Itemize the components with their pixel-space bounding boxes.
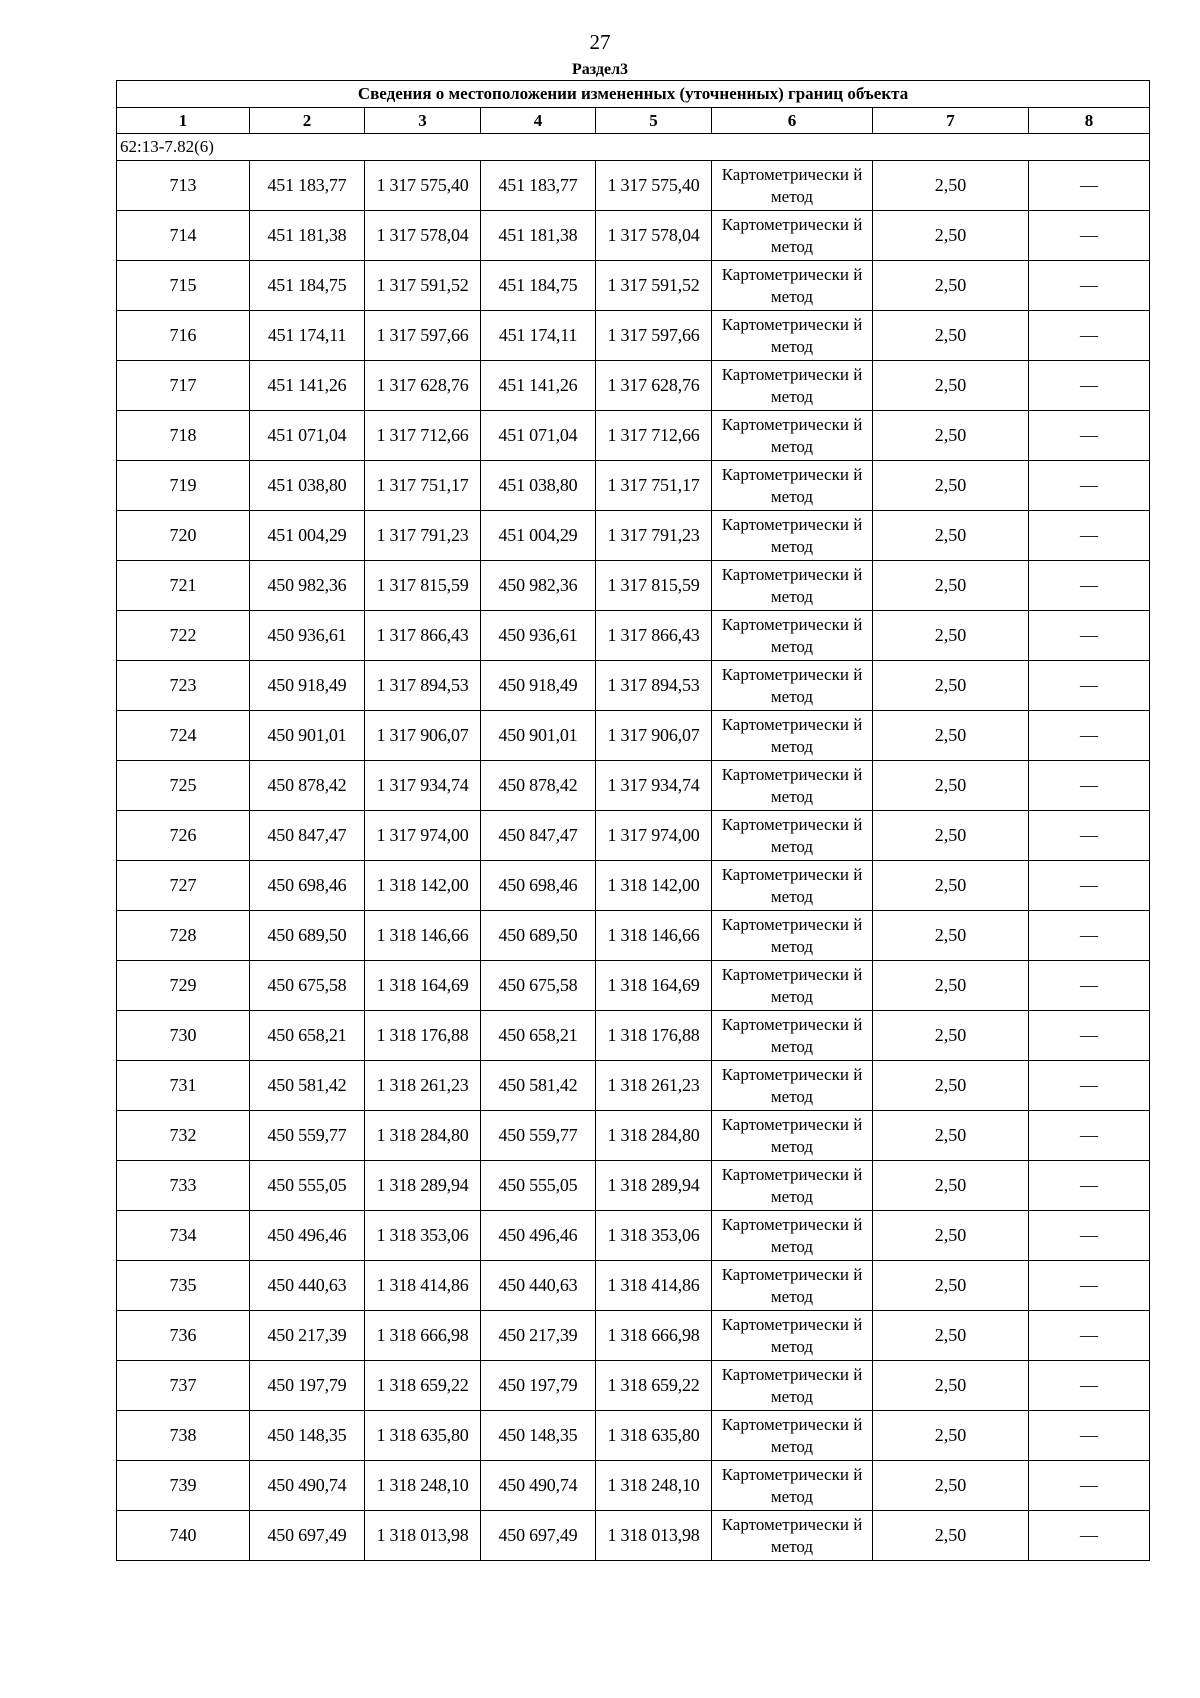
- method-cell: Картометрически й метод: [712, 1061, 873, 1111]
- accuracy-cell: 2,50: [873, 711, 1029, 761]
- table-row: [117, 611, 1150, 661]
- point-number-cell: 724: [117, 711, 250, 761]
- accuracy-cell: 2,50: [873, 561, 1029, 611]
- x-new-cell: 451 141,26: [481, 361, 596, 411]
- accuracy-cell: 2,50: [873, 1211, 1029, 1261]
- y-old-cell: 1 318 635,80: [365, 1411, 481, 1461]
- note-cell: —: [1029, 511, 1150, 561]
- point-number-cell: 717: [117, 361, 250, 411]
- table-row: [117, 1261, 1150, 1311]
- x-new-cell: 450 936,61: [481, 611, 596, 661]
- y-new-cell: 1 318 659,22: [596, 1361, 712, 1411]
- y-new-cell: 1 318 013,98: [596, 1511, 712, 1561]
- point-number-cell: 727: [117, 861, 250, 911]
- y-new-cell: 1 317 575,40: [596, 161, 712, 211]
- table-caption-row: [117, 81, 1150, 108]
- accuracy-cell: 2,50: [873, 1011, 1029, 1061]
- y-new-cell: 1 317 866,43: [596, 611, 712, 661]
- y-new-cell: 1 317 591,52: [596, 261, 712, 311]
- table-row: [117, 661, 1150, 711]
- y-old-cell: 1 318 289,94: [365, 1161, 481, 1211]
- table-row: [117, 361, 1150, 411]
- method-cell: Картометрически й метод: [712, 761, 873, 811]
- x-new-cell: 450 878,42: [481, 761, 596, 811]
- x-new-cell: 450 148,35: [481, 1411, 596, 1461]
- table-row: [117, 1011, 1150, 1061]
- accuracy-cell: 2,50: [873, 211, 1029, 261]
- x-old-cell: 450 148,35: [250, 1411, 365, 1461]
- note-cell: —: [1029, 1111, 1150, 1161]
- point-number-cell: 728: [117, 911, 250, 961]
- x-new-cell: 451 038,80: [481, 461, 596, 511]
- point-number-cell: 737: [117, 1361, 250, 1411]
- y-old-cell: 1 317 751,17: [365, 461, 481, 511]
- accuracy-cell: 2,50: [873, 1061, 1029, 1111]
- y-new-cell: 1 317 934,74: [596, 761, 712, 811]
- note-cell: —: [1029, 1511, 1150, 1561]
- point-number-cell: 739: [117, 1461, 250, 1511]
- y-new-cell: 1 317 906,07: [596, 711, 712, 761]
- table-row: [117, 1311, 1150, 1361]
- method-cell: Картометрически й метод: [712, 1361, 873, 1411]
- accuracy-cell: 2,50: [873, 611, 1029, 661]
- table-row: [117, 311, 1150, 361]
- accuracy-cell: 2,50: [873, 261, 1029, 311]
- accuracy-cell: 2,50: [873, 461, 1029, 511]
- note-cell: —: [1029, 561, 1150, 611]
- point-number-cell: 729: [117, 961, 250, 1011]
- x-old-cell: 450 698,46: [250, 861, 365, 911]
- x-old-cell: 451 141,26: [250, 361, 365, 411]
- y-old-cell: 1 317 906,07: [365, 711, 481, 761]
- y-old-cell: 1 317 866,43: [365, 611, 481, 661]
- method-cell: Картометрически й метод: [712, 1311, 873, 1361]
- table-row: [117, 511, 1150, 561]
- accuracy-cell: 2,50: [873, 911, 1029, 961]
- x-new-cell: 450 490,74: [481, 1461, 596, 1511]
- accuracy-cell: 2,50: [873, 1111, 1029, 1161]
- x-old-cell: 450 658,21: [250, 1011, 365, 1061]
- accuracy-cell: 2,50: [873, 161, 1029, 211]
- y-new-cell: 1 318 146,66: [596, 911, 712, 961]
- x-new-cell: 450 217,39: [481, 1311, 596, 1361]
- y-new-cell: 1 317 578,04: [596, 211, 712, 261]
- note-cell: —: [1029, 811, 1150, 861]
- column-header: 5: [596, 108, 712, 134]
- table-row: [117, 461, 1150, 511]
- x-old-cell: 450 490,74: [250, 1461, 365, 1511]
- point-number-cell: 722: [117, 611, 250, 661]
- y-old-cell: 1 317 712,66: [365, 411, 481, 461]
- y-new-cell: 1 317 894,53: [596, 661, 712, 711]
- table-row: [117, 1061, 1150, 1111]
- y-old-cell: 1 318 666,98: [365, 1311, 481, 1361]
- method-cell: Картометрически й метод: [712, 561, 873, 611]
- table-row: [117, 711, 1150, 761]
- accuracy-cell: 2,50: [873, 1161, 1029, 1211]
- table-row: [117, 161, 1150, 211]
- x-old-cell: 451 183,77: [250, 161, 365, 211]
- point-number-cell: 715: [117, 261, 250, 311]
- column-header: 3: [365, 108, 481, 134]
- column-header: 2: [250, 108, 365, 134]
- note-cell: —: [1029, 711, 1150, 761]
- note-cell: —: [1029, 1011, 1150, 1061]
- method-cell: Картометрически й метод: [712, 1111, 873, 1161]
- point-number-cell: 719: [117, 461, 250, 511]
- y-old-cell: 1 318 146,66: [365, 911, 481, 961]
- y-new-cell: 1 317 712,66: [596, 411, 712, 461]
- note-cell: —: [1029, 961, 1150, 1011]
- y-old-cell: 1 318 659,22: [365, 1361, 481, 1411]
- table-row: [117, 1211, 1150, 1261]
- x-old-cell: 451 184,75: [250, 261, 365, 311]
- point-number-cell: 726: [117, 811, 250, 861]
- y-new-cell: 1 317 974,00: [596, 811, 712, 861]
- table-row: [117, 1111, 1150, 1161]
- x-old-cell: 450 197,79: [250, 1361, 365, 1411]
- method-cell: Картометрически й метод: [712, 411, 873, 461]
- method-cell: Картометрически й метод: [712, 461, 873, 511]
- y-new-cell: 1 318 142,00: [596, 861, 712, 911]
- note-cell: —: [1029, 461, 1150, 511]
- y-old-cell: 1 318 248,10: [365, 1461, 481, 1511]
- note-cell: —: [1029, 1161, 1150, 1211]
- accuracy-cell: 2,50: [873, 1261, 1029, 1311]
- page-number: 27: [589, 30, 611, 54]
- y-new-cell: 1 318 248,10: [596, 1461, 712, 1511]
- method-cell: Картометрически й метод: [712, 211, 873, 261]
- accuracy-cell: 2,50: [873, 511, 1029, 561]
- y-old-cell: 1 318 414,86: [365, 1261, 481, 1311]
- group-label: 62:13-7.82(6): [117, 134, 1150, 161]
- note-cell: —: [1029, 161, 1150, 211]
- note-cell: —: [1029, 411, 1150, 461]
- y-old-cell: 1 317 628,76: [365, 361, 481, 411]
- method-cell: Картометрически й метод: [712, 961, 873, 1011]
- method-cell: Картометрически й метод: [712, 1211, 873, 1261]
- x-new-cell: 451 004,29: [481, 511, 596, 561]
- y-new-cell: 1 318 414,86: [596, 1261, 712, 1311]
- x-new-cell: 451 181,38: [481, 211, 596, 261]
- x-new-cell: 450 697,49: [481, 1511, 596, 1561]
- y-old-cell: 1 317 597,66: [365, 311, 481, 361]
- note-cell: —: [1029, 1061, 1150, 1111]
- method-cell: Картометрически й метод: [712, 1161, 873, 1211]
- y-new-cell: 1 318 635,80: [596, 1411, 712, 1461]
- point-number-cell: 716: [117, 311, 250, 361]
- note-cell: —: [1029, 261, 1150, 311]
- boundary-table: [116, 80, 1150, 1561]
- point-number-cell: 714: [117, 211, 250, 261]
- point-number-cell: 740: [117, 1511, 250, 1561]
- table-row: [117, 761, 1150, 811]
- x-old-cell: 450 555,05: [250, 1161, 365, 1211]
- method-cell: Картометрически й метод: [712, 1261, 873, 1311]
- method-cell: Картометрически й метод: [712, 1411, 873, 1461]
- accuracy-cell: 2,50: [873, 861, 1029, 911]
- x-new-cell: 450 689,50: [481, 911, 596, 961]
- x-new-cell: 450 658,21: [481, 1011, 596, 1061]
- point-number-cell: 735: [117, 1261, 250, 1311]
- note-cell: —: [1029, 861, 1150, 911]
- x-old-cell: 450 440,63: [250, 1261, 365, 1311]
- method-cell: Картометрически й метод: [712, 661, 873, 711]
- note-cell: —: [1029, 761, 1150, 811]
- method-cell: Картометрически й метод: [712, 1461, 873, 1511]
- x-old-cell: 451 174,11: [250, 311, 365, 361]
- note-cell: —: [1029, 311, 1150, 361]
- point-number-cell: 738: [117, 1411, 250, 1461]
- note-cell: —: [1029, 661, 1150, 711]
- column-header: 6: [712, 108, 873, 134]
- y-old-cell: 1 317 894,53: [365, 661, 481, 711]
- x-old-cell: 450 689,50: [250, 911, 365, 961]
- table-caption: Сведения о местоположении измененных (уточненных) границ объекта: [117, 81, 1150, 108]
- note-cell: —: [1029, 1361, 1150, 1411]
- accuracy-cell: 2,50: [873, 311, 1029, 361]
- accuracy-cell: 2,50: [873, 1461, 1029, 1511]
- table-body: [117, 134, 1150, 1561]
- x-old-cell: 450 918,49: [250, 661, 365, 711]
- x-old-cell: 451 004,29: [250, 511, 365, 561]
- x-old-cell: 450 581,42: [250, 1061, 365, 1111]
- x-new-cell: 451 183,77: [481, 161, 596, 211]
- table-row: [117, 411, 1150, 461]
- x-new-cell: 450 698,46: [481, 861, 596, 911]
- x-old-cell: 450 936,61: [250, 611, 365, 661]
- accuracy-cell: 2,50: [873, 961, 1029, 1011]
- y-old-cell: 1 317 934,74: [365, 761, 481, 811]
- note-cell: —: [1029, 1311, 1150, 1361]
- y-new-cell: 1 318 666,98: [596, 1311, 712, 1361]
- point-number-cell: 731: [117, 1061, 250, 1111]
- column-header: 8: [1029, 108, 1150, 134]
- point-number-cell: 725: [117, 761, 250, 811]
- note-cell: —: [1029, 1261, 1150, 1311]
- method-cell: Картометрически й метод: [712, 811, 873, 861]
- method-cell: Картометрически й метод: [712, 1011, 873, 1061]
- x-new-cell: 451 184,75: [481, 261, 596, 311]
- x-new-cell: 450 581,42: [481, 1061, 596, 1111]
- x-new-cell: 450 675,58: [481, 961, 596, 1011]
- x-old-cell: 450 878,42: [250, 761, 365, 811]
- x-old-cell: 450 496,46: [250, 1211, 365, 1261]
- method-cell: Картометрически й метод: [712, 611, 873, 661]
- method-cell: Картометрически й метод: [712, 511, 873, 561]
- note-cell: —: [1029, 361, 1150, 411]
- y-new-cell: 1 318 164,69: [596, 961, 712, 1011]
- method-cell: Картометрически й метод: [712, 911, 873, 961]
- x-old-cell: 450 982,36: [250, 561, 365, 611]
- y-new-cell: 1 318 284,80: [596, 1111, 712, 1161]
- table-row: [117, 1161, 1150, 1211]
- y-old-cell: 1 318 164,69: [365, 961, 481, 1011]
- y-old-cell: 1 318 176,88: [365, 1011, 481, 1061]
- method-cell: Картометрически й метод: [712, 861, 873, 911]
- point-number-cell: 730: [117, 1011, 250, 1061]
- x-old-cell: 451 181,38: [250, 211, 365, 261]
- x-new-cell: 450 559,77: [481, 1111, 596, 1161]
- point-number-cell: 721: [117, 561, 250, 611]
- accuracy-cell: 2,50: [873, 661, 1029, 711]
- y-old-cell: 1 318 013,98: [365, 1511, 481, 1561]
- x-old-cell: 451 038,80: [250, 461, 365, 511]
- method-cell: Картометрически й метод: [712, 261, 873, 311]
- y-new-cell: 1 317 628,76: [596, 361, 712, 411]
- y-old-cell: 1 317 815,59: [365, 561, 481, 611]
- y-new-cell: 1 318 261,23: [596, 1061, 712, 1111]
- accuracy-cell: 2,50: [873, 811, 1029, 861]
- y-new-cell: 1 318 176,88: [596, 1011, 712, 1061]
- x-old-cell: 450 847,47: [250, 811, 365, 861]
- table-row: [117, 561, 1150, 611]
- point-number-cell: 720: [117, 511, 250, 561]
- table-row: [117, 811, 1150, 861]
- point-number-cell: 736: [117, 1311, 250, 1361]
- method-cell: Картометрически й метод: [712, 1511, 873, 1561]
- table-row: [117, 1361, 1150, 1411]
- y-old-cell: 1 317 578,04: [365, 211, 481, 261]
- x-old-cell: 450 559,77: [250, 1111, 365, 1161]
- point-number-cell: 718: [117, 411, 250, 461]
- column-header: 1: [117, 108, 250, 134]
- note-cell: —: [1029, 911, 1150, 961]
- x-old-cell: 450 217,39: [250, 1311, 365, 1361]
- x-new-cell: 450 496,46: [481, 1211, 596, 1261]
- y-old-cell: 1 317 591,52: [365, 261, 481, 311]
- point-number-cell: 723: [117, 661, 250, 711]
- x-new-cell: 451 174,11: [481, 311, 596, 361]
- y-old-cell: 1 317 974,00: [365, 811, 481, 861]
- x-new-cell: 450 847,47: [481, 811, 596, 861]
- x-old-cell: 451 071,04: [250, 411, 365, 461]
- accuracy-cell: 2,50: [873, 1411, 1029, 1461]
- header-row: [117, 108, 1150, 134]
- method-cell: Картометрически й метод: [712, 711, 873, 761]
- column-header: 4: [481, 108, 596, 134]
- column-header: 7: [873, 108, 1029, 134]
- x-new-cell: 450 982,36: [481, 561, 596, 611]
- point-number-cell: 732: [117, 1111, 250, 1161]
- accuracy-cell: 2,50: [873, 361, 1029, 411]
- x-new-cell: 450 440,63: [481, 1261, 596, 1311]
- y-new-cell: 1 318 289,94: [596, 1161, 712, 1211]
- method-cell: Картометрически й метод: [712, 161, 873, 211]
- x-new-cell: 451 071,04: [481, 411, 596, 461]
- note-cell: —: [1029, 1461, 1150, 1511]
- note-cell: —: [1029, 211, 1150, 261]
- accuracy-cell: 2,50: [873, 1311, 1029, 1361]
- group-row: [117, 134, 1150, 161]
- y-old-cell: 1 318 261,23: [365, 1061, 481, 1111]
- note-cell: —: [1029, 1411, 1150, 1461]
- table-row: [117, 911, 1150, 961]
- table-row: [117, 211, 1150, 261]
- accuracy-cell: 2,50: [873, 1361, 1029, 1411]
- method-cell: Картометрически й метод: [712, 311, 873, 361]
- point-number-cell: 733: [117, 1161, 250, 1211]
- x-new-cell: 450 555,05: [481, 1161, 596, 1211]
- table-row: [117, 1461, 1150, 1511]
- y-old-cell: 1 317 791,23: [365, 511, 481, 561]
- section-title: Раздел3: [571, 61, 629, 78]
- method-cell: Картометрически й метод: [712, 361, 873, 411]
- table-row: [117, 261, 1150, 311]
- accuracy-cell: 2,50: [873, 761, 1029, 811]
- y-new-cell: 1 317 751,17: [596, 461, 712, 511]
- y-old-cell: 1 318 284,80: [365, 1111, 481, 1161]
- y-old-cell: 1 318 142,00: [365, 861, 481, 911]
- y-new-cell: 1 317 791,23: [596, 511, 712, 561]
- accuracy-cell: 2,50: [873, 411, 1029, 461]
- x-new-cell: 450 901,01: [481, 711, 596, 761]
- note-cell: —: [1029, 1211, 1150, 1261]
- y-old-cell: 1 318 353,06: [365, 1211, 481, 1261]
- x-new-cell: 450 197,79: [481, 1361, 596, 1411]
- point-number-cell: 713: [117, 161, 250, 211]
- point-number-cell: 734: [117, 1211, 250, 1261]
- y-new-cell: 1 317 815,59: [596, 561, 712, 611]
- y-old-cell: 1 317 575,40: [365, 161, 481, 211]
- table-row: [117, 961, 1150, 1011]
- x-old-cell: 450 901,01: [250, 711, 365, 761]
- note-cell: —: [1029, 611, 1150, 661]
- x-old-cell: 450 675,58: [250, 961, 365, 1011]
- x-new-cell: 450 918,49: [481, 661, 596, 711]
- table-row: [117, 1411, 1150, 1461]
- accuracy-cell: 2,50: [873, 1511, 1029, 1561]
- table-row: [117, 1511, 1150, 1561]
- x-old-cell: 450 697,49: [250, 1511, 365, 1561]
- y-new-cell: 1 318 353,06: [596, 1211, 712, 1261]
- table-row: [117, 861, 1150, 911]
- y-new-cell: 1 317 597,66: [596, 311, 712, 361]
